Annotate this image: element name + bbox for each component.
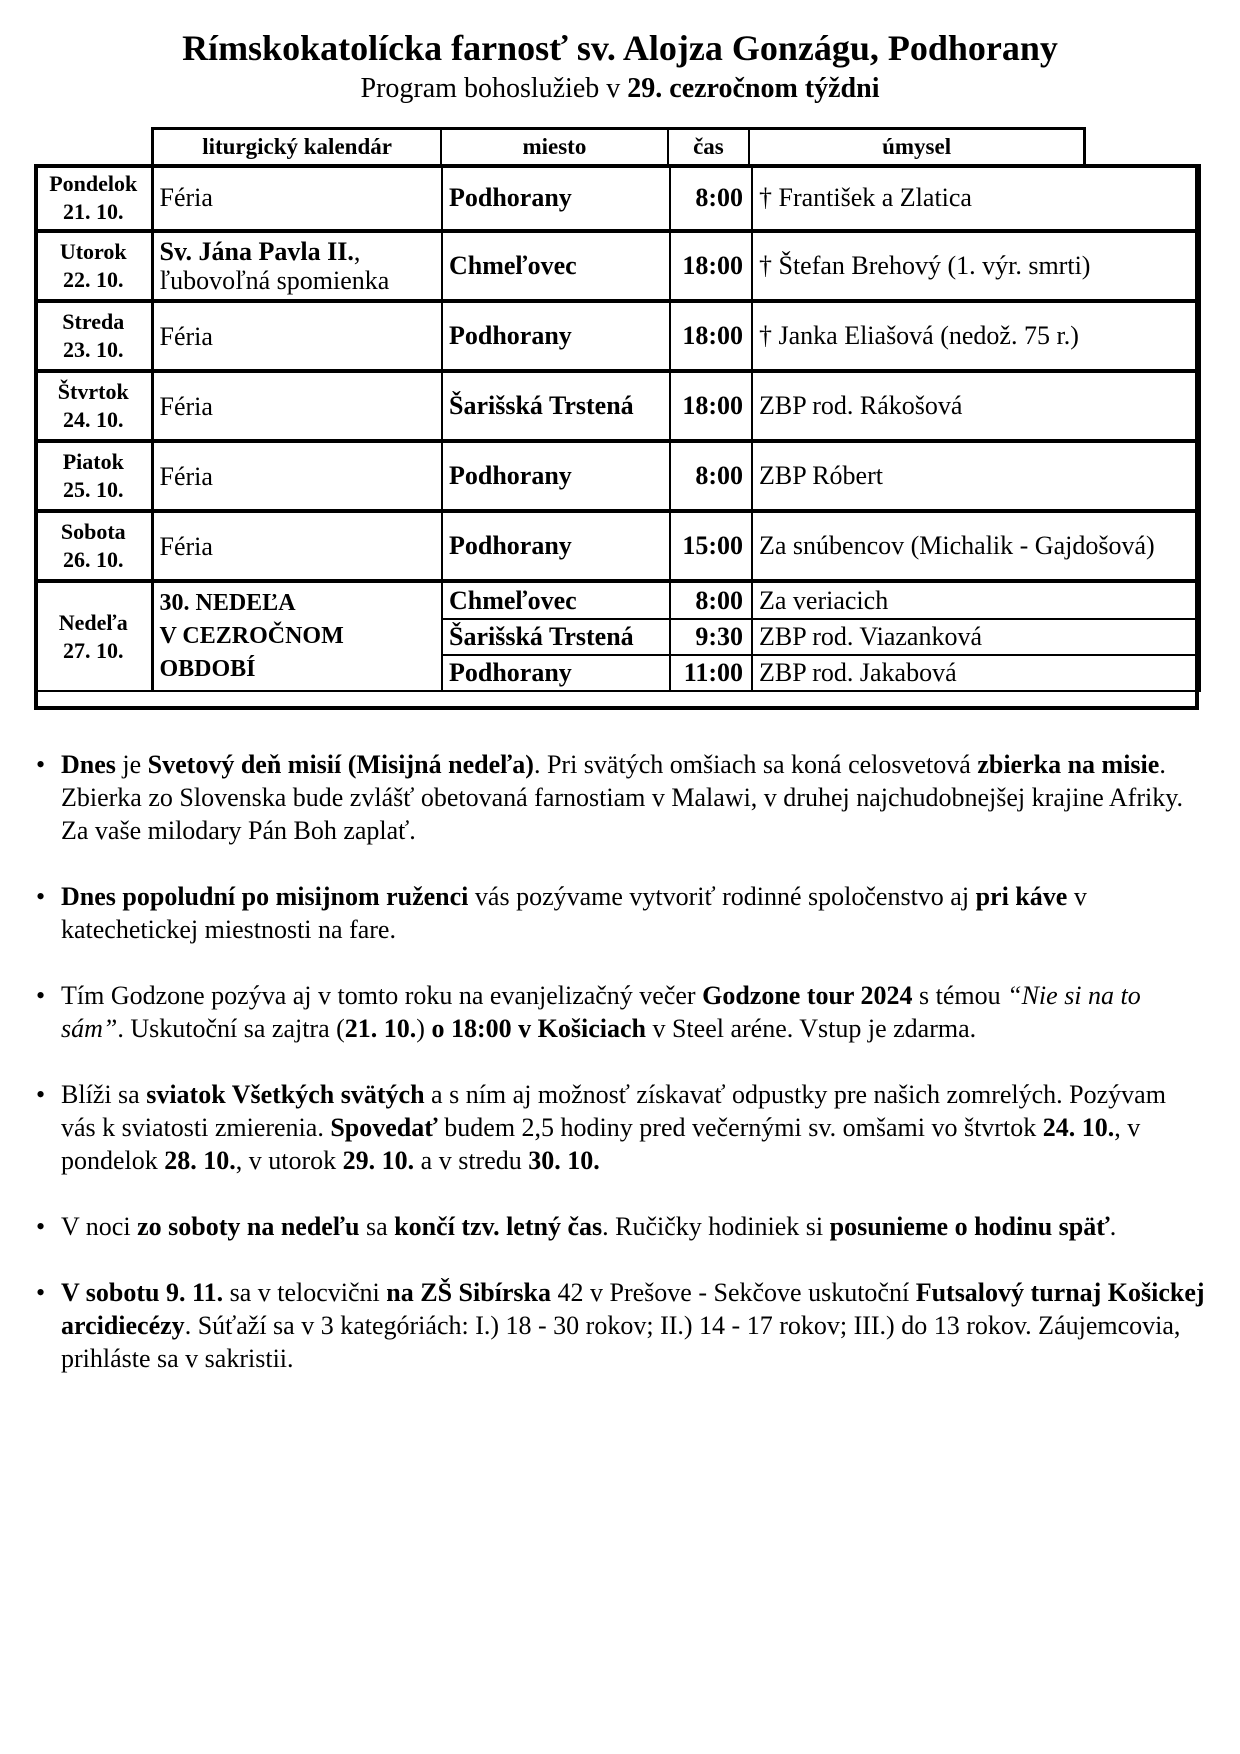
announcement-text: V sobotu 9. 11. (61, 1278, 224, 1307)
announcement-text: zo soboty na nedeľu (137, 1212, 360, 1241)
announcement-text: . Uskutoční sa zajtra ( (117, 1014, 345, 1043)
table-row (35, 511, 1200, 581)
feast-rank: Féria (159, 461, 213, 491)
announcement-text: o 18:00 v Košiciach (431, 1014, 646, 1043)
intention-cell: † František a Zlatica (752, 165, 1200, 231)
place-cell: Chmeľovec (442, 581, 670, 619)
day-cell (35, 231, 152, 301)
sunday-title-line: V CEZROČNOM (159, 623, 344, 649)
day-cell (35, 441, 152, 511)
bullet-icon: • (36, 1278, 46, 1307)
announcement-text: v Steel aréne. Vstup je zdarma. (645, 1014, 977, 1043)
announcement-text: Spovedať (330, 1113, 438, 1142)
announcement-item (36, 1210, 1206, 1243)
day-name: Streda (62, 309, 125, 334)
announcement-text: . Pri svätých omšiach sa koná celosvetová (533, 750, 978, 779)
time-cell: 18:00 (670, 231, 752, 301)
day-name: Piatok (62, 449, 124, 474)
bullet-icon: • (36, 1212, 46, 1241)
time-cell: 9:30 (670, 619, 752, 655)
feast-rank: Féria (159, 531, 213, 561)
announcement-text: “Nie si na to sám” (61, 981, 1141, 1043)
announcement-text: Svetový deň misií (Misijná nedeľa) (147, 750, 534, 779)
calendar-cell (152, 165, 442, 231)
announcement-text: a s ním aj možnosť získavať odpustky pre našich zomrelých. Pozývam vás k sviatosti zmierenia. (61, 1080, 1166, 1142)
place-cell: Šarišská Trstená (442, 619, 670, 655)
table-row (35, 581, 1200, 619)
day-cell (35, 165, 152, 231)
feast-rank: Féria (159, 183, 213, 212)
time-cell: 8:00 (670, 441, 752, 511)
feast-name: Sv. Jána Pavla II. (159, 237, 354, 266)
announcement-text: . Súťaží sa v 3 kategóriách: I.) 18 - 30 rokov; II.) 14 - 17 rokov; III.) do 13 rokov. Záujemcovia, prihláste sa v sakristii. (61, 1311, 1181, 1373)
announcement-text: posunieme o hodinu späť (829, 1212, 1110, 1241)
column-header-place: miesto (442, 130, 669, 165)
feast-rank: , ľubovoľná spomienka (159, 237, 390, 295)
announcement-item (36, 979, 1206, 1045)
intention-cell: ZBP rod. Viazanková (752, 619, 1200, 655)
day-date: 26. 10. (63, 547, 124, 572)
announcement-text: na ZŠ Sibírska (386, 1278, 552, 1307)
announcement-text: je (115, 750, 148, 779)
intention-cell: ZBP Róbert (752, 441, 1200, 511)
intention-cell: † Štefan Brehový (1. výr. smrti) (752, 231, 1200, 301)
announcement-text: Blíži sa (61, 1080, 147, 1109)
announcement-item (36, 1078, 1206, 1177)
announcement-text: v katechetickej miestnosti na fare. (61, 882, 1087, 944)
place-cell: Šarišská Trstená (442, 371, 670, 441)
place-cell: Podhorany (442, 301, 670, 371)
announcement-text: Futsalový turnaj Košickej arcidiecézy (61, 1278, 1205, 1340)
day-cell (35, 301, 152, 371)
day-date: 25. 10. (63, 477, 124, 502)
day-name: Sobota (60, 519, 126, 544)
calendar-cell (152, 511, 442, 581)
feast-rank: Féria (159, 321, 213, 351)
intention-cell: † Janka Eliašová (nedož. 75 r.) (752, 301, 1200, 371)
intention-cell: ZBP rod. Jakabová (752, 655, 1200, 691)
calendar-cell (152, 581, 442, 691)
day-date: 23. 10. (63, 337, 124, 362)
announcement-item (36, 880, 1206, 946)
announcement-text: 30. 10. (528, 1146, 600, 1175)
table-row (35, 165, 1200, 231)
table-row (35, 441, 1200, 511)
table-row (35, 231, 1200, 301)
time-cell: 15:00 (670, 511, 752, 581)
bullet-icon: • (36, 981, 46, 1010)
column-header-intention: úmysel (882, 134, 952, 159)
announcement-text: končí tzv. letný čas (394, 1212, 603, 1241)
announcement-text: Godzone tour 2024 (702, 981, 913, 1010)
place-cell: Podhorany (442, 441, 670, 511)
calendar-cell (152, 231, 442, 301)
announcement-text: s témou (912, 981, 1008, 1010)
announcement-text: zbierka na misie (977, 750, 1160, 779)
day-name: Nedeľa (58, 609, 128, 635)
announcement-text: V noci (61, 1212, 138, 1241)
bullet-icon: • (36, 750, 46, 779)
announcement-text: . Ručičky hodiniek si (602, 1212, 830, 1241)
bullet-icon: • (36, 1080, 46, 1109)
feast-rank: Féria (159, 391, 213, 421)
announcement-text: 24. 10. (1042, 1113, 1115, 1142)
time-cell: 11:00 (670, 655, 752, 691)
day-date: 24. 10. (63, 407, 124, 432)
column-header-calendar: liturgický kalendár (154, 130, 442, 165)
announcement-text: Dnes popoludní po misijnom ruženci (61, 882, 469, 911)
announcement-text: Dnes (61, 750, 116, 779)
time-cell: 18:00 (670, 371, 752, 441)
time-cell: 8:00 (670, 165, 752, 231)
day-date: 27. 10. (63, 637, 124, 663)
calendar-cell (152, 441, 442, 511)
subtitle-prefix: Program bohoslužieb v (360, 73, 628, 104)
intention-cell: Za snúbencov (Michalik - Gajdošová) (752, 511, 1200, 581)
announcement-text: ) (416, 1014, 432, 1043)
announcement-text: 42 v Prešove - Sekčove uskutoční (551, 1278, 916, 1307)
announcements (36, 748, 1206, 1408)
calendar-cell (152, 301, 442, 371)
announcement-text: , v utorok (235, 1146, 343, 1175)
column-header-time: čas (669, 130, 750, 165)
table-row (35, 371, 1200, 441)
page-title: Rímskokatolícka farnosť sv. Alojza Gonzágu, Podhorany (182, 28, 1058, 68)
day-cell (35, 511, 152, 581)
intention-cell: Za veriacich (752, 581, 1200, 619)
day-date: 21. 10. (63, 198, 124, 224)
announcement-text: , v pondelok (61, 1113, 1141, 1175)
announcement-text: sa (359, 1212, 395, 1241)
announcement-text: . Zbierka zo Slovenska bude zvlášť obetovaná farnostiam v Malawi, v druhej najchudobnejšej krajine Afriky. Za vaše milodary Pán Boh zaplať. (61, 750, 1184, 845)
table-row (35, 301, 1200, 371)
day-name: Utorok (59, 239, 127, 264)
announcement-text: a v stredu (414, 1146, 529, 1175)
announcement-item (36, 1276, 1206, 1375)
calendar-cell (152, 371, 442, 441)
page-subtitle (0, 72, 1240, 106)
announcement-text: pri káve (975, 882, 1068, 911)
place-cell: Podhorany (442, 165, 670, 231)
announcement-text: 21. 10. (344, 1014, 417, 1043)
day-name: Štvrtok (57, 379, 129, 404)
time-cell: 18:00 (670, 301, 752, 371)
sunday-title-line: 30. NEDEĽA (159, 590, 296, 616)
announcement-text: 28. 10. (164, 1146, 236, 1175)
intention-cell: ZBP rod. Rákošová (752, 371, 1200, 441)
announcement-text: budem 2,5 hodiny pred večernými sv. omšami vo štvrtok (437, 1113, 1043, 1142)
subtitle-week: 29. cezročnom týždni (627, 73, 880, 104)
schedule-table (34, 164, 1201, 692)
time-cell: 8:00 (670, 581, 752, 619)
sunday-title-line: OBDOBÍ (159, 656, 256, 682)
table-header (151, 127, 1086, 165)
announcement-text: sa v telocvični (223, 1278, 387, 1307)
place-cell: Podhorany (442, 511, 670, 581)
announcement-text: 29. 10. (342, 1146, 415, 1175)
place-cell: Podhorany (442, 655, 670, 691)
day-name: Pondelok (49, 170, 138, 196)
announcement-text: . (1109, 1212, 1117, 1241)
announcement-text: Tím Godzone pozýva aj v tomto roku na evanjelizačný večer (61, 981, 703, 1010)
day-cell (35, 581, 152, 691)
place-cell: Chmeľovec (442, 231, 670, 301)
day-date: 22. 10. (63, 267, 124, 292)
day-cell (35, 371, 152, 441)
announcement-item (36, 748, 1206, 847)
bullet-icon: • (36, 882, 46, 911)
announcement-text: sviatok Všetkých svätých (146, 1080, 425, 1109)
announcement-text: vás pozývame vytvoriť rodinné spoločenstvo aj (468, 882, 976, 911)
